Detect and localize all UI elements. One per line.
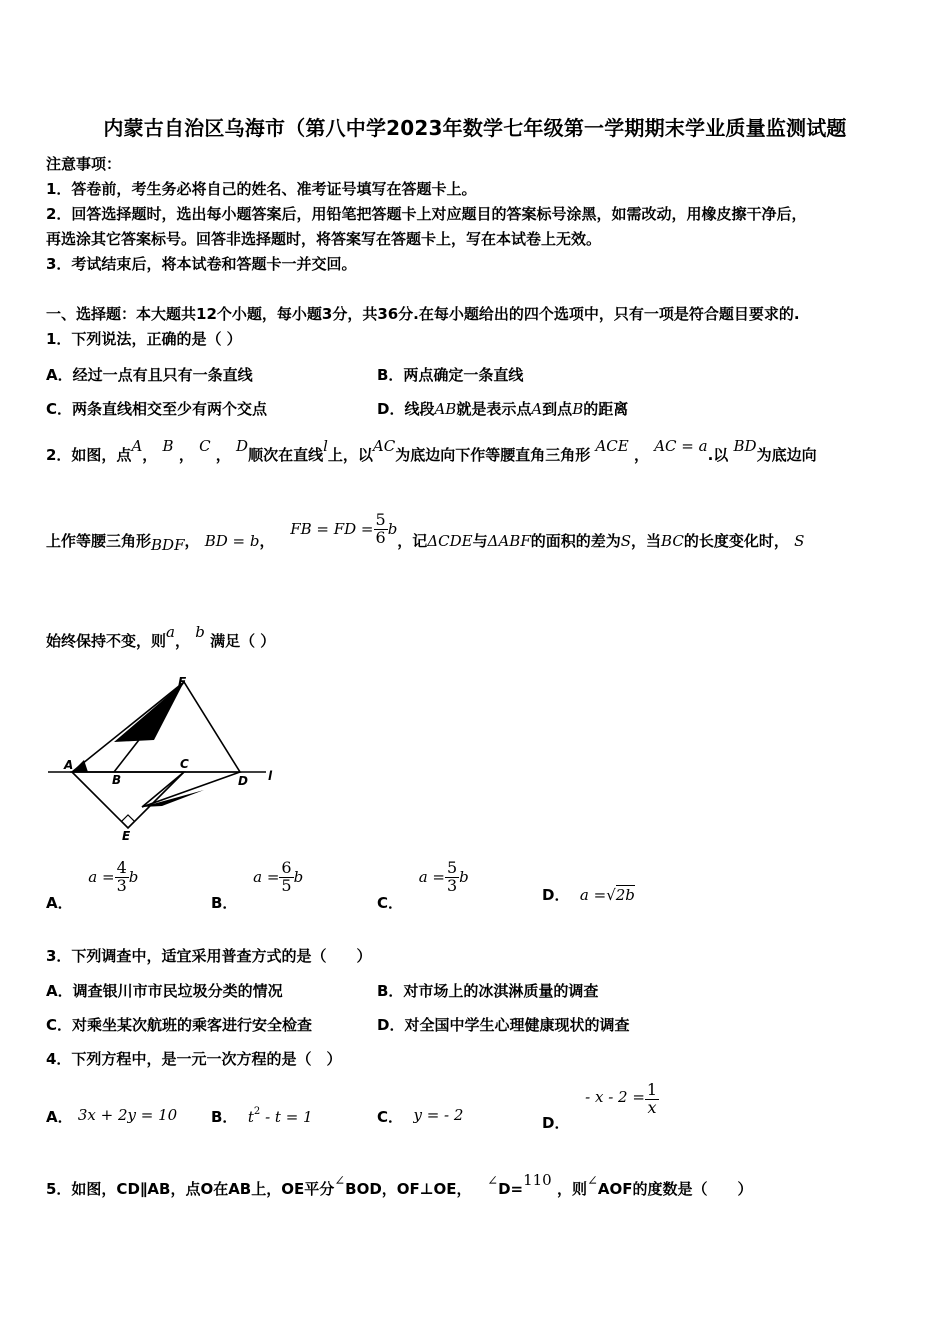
fig-label-f: F xyxy=(178,675,187,689)
q1-option-b: B．两点确定一条直线 xyxy=(377,366,524,384)
fig-label-c: C xyxy=(180,757,189,771)
q4-b-sup: 2 xyxy=(253,1106,261,1117)
notice-item-2: 2．回答选择题时，选出每小题答案后，用铅笔把答题卡上对应题目的答案标号涂黑，如需改动，用橡皮擦干净后， xyxy=(46,205,807,223)
q2-fraction xyxy=(374,512,388,547)
q1-d-ab: AB xyxy=(434,400,457,418)
q2-line-2 xyxy=(46,510,805,559)
q2-d-label: D． xyxy=(542,886,570,904)
q4-option-a xyxy=(46,1106,177,1127)
q3-option-b: B．对市场上的冰淇淋质量的调查 xyxy=(377,982,599,1000)
notice-heading: 注意事项： xyxy=(46,155,122,173)
q2-sep: ， xyxy=(142,446,158,464)
fig-label-a: A xyxy=(64,758,74,772)
q5-text: D= xyxy=(498,1180,524,1198)
q5-text: 5．如图，CD∥AB，点O在AB上，OE平分 xyxy=(46,1180,335,1198)
q4-option-d xyxy=(542,1080,659,1132)
q2-point-b: B xyxy=(162,437,174,455)
q2-b: b xyxy=(195,623,205,641)
angle-icon: ∠ xyxy=(334,1174,346,1189)
q2-b-num: 6 xyxy=(281,858,292,877)
q2-sep: ， xyxy=(184,531,200,550)
angle-icon: ∠ xyxy=(487,1174,499,1189)
q2-s: S xyxy=(620,531,632,550)
notice-item-1: 1．答卷前，考生务必将自己的姓名、准考证号填写在答题卡上。 xyxy=(46,180,477,198)
q4-c-label: C． xyxy=(377,1108,404,1126)
q2-a-num: 4 xyxy=(116,858,127,877)
q2-figure xyxy=(44,672,284,844)
q4-b-t: t xyxy=(247,1108,254,1126)
q2-bd-eq: BD = b xyxy=(204,531,260,550)
q1-option-a: A．经过一点有且只有一条直线 xyxy=(46,366,253,384)
q4-d-num: 1 xyxy=(646,1080,658,1099)
q2-c-num: 5 xyxy=(446,858,458,877)
q2-text: 上作等腰三角形 xyxy=(46,531,152,550)
q2-d-rad: 2b xyxy=(615,886,635,904)
q2-sep: ， xyxy=(178,446,194,464)
q2-text: 始终保持不变，则 xyxy=(46,632,167,650)
q4-c-eq: y = - 2 xyxy=(413,1106,464,1124)
q2-point-d: D xyxy=(236,437,249,455)
q1-d-post: 的距离 xyxy=(583,400,629,418)
q3-option-d: D．对全国中学生心理健康现状的调查 xyxy=(377,1016,630,1034)
q2-frac-den: 6 xyxy=(375,527,386,547)
q2-s: S xyxy=(794,531,805,550)
q2-text: 的面积的差为 xyxy=(530,531,621,550)
q2-text: 的长度变化时， xyxy=(683,531,789,550)
q2-ac-eq: AC = a xyxy=(654,437,708,455)
q5-angle-value: 110 xyxy=(523,1171,552,1189)
q2-text: 为底边向 xyxy=(756,446,817,464)
q5-stem xyxy=(46,1171,753,1199)
q2-a-pre: a = xyxy=(88,867,115,886)
q2-text: 顺次在直线 xyxy=(248,446,324,464)
q1-d-a: A xyxy=(531,400,543,418)
q2-text: ，当 xyxy=(631,531,662,550)
q2-a-den: 3 xyxy=(116,875,127,895)
q2-text: .以 xyxy=(707,446,729,464)
q2-c-pre: a = xyxy=(418,867,445,886)
q4-a-label: A． xyxy=(46,1108,73,1126)
q2-b-frac xyxy=(279,860,293,895)
q2-point-a: A xyxy=(131,437,143,455)
q1-option-d xyxy=(377,398,628,419)
q1-d-pre: D．线段 xyxy=(377,400,435,418)
q2-fb-fd: FB = FD = xyxy=(290,519,374,538)
notice-item-2-cont: 再选涂其它答案标号。回答非选择题时，将答案写在答题卡上，写在本试卷上无效。 xyxy=(46,230,602,248)
q2-abf: ΔABF xyxy=(487,531,531,550)
q4-stem: 4．下列方程中，是一元一次方程的是（ ） xyxy=(46,1050,342,1068)
q4-d-frac xyxy=(645,1082,659,1117)
q5-text: ，则 xyxy=(556,1180,587,1198)
q2-c-den: 3 xyxy=(446,875,458,895)
q2-d-pre: a = xyxy=(579,886,607,904)
q2-a-frac xyxy=(115,860,129,895)
q2-line-3 xyxy=(46,623,276,651)
q4-d-den: x xyxy=(647,1097,657,1117)
q1-option-c: C．两条直线相交至少有两个交点 xyxy=(46,400,268,418)
q4-b-rest: - t = 1 xyxy=(260,1108,313,1126)
q2-line-l: l xyxy=(323,437,328,455)
q2-sep: ， xyxy=(215,446,231,464)
q2-b-label: B． xyxy=(211,893,238,912)
q2-a-b: b xyxy=(128,867,139,886)
q4-option-c xyxy=(377,1106,463,1127)
page-title: 内蒙古自治区乌海市（第八中学2023年数学七年级第一学期期末学业质量监测试题 xyxy=(103,116,847,140)
q2-text: 与 xyxy=(472,531,488,550)
q2-a-label: A． xyxy=(46,893,73,912)
q2-sep: ， xyxy=(174,632,190,650)
q3-option-c: C．对乘坐某次航班的乘客进行安全检查 xyxy=(46,1016,313,1034)
q1-stem: 1．下列说法，正确的是（ ） xyxy=(46,330,242,348)
fig-label-l: l xyxy=(268,769,273,783)
fig-label-d: D xyxy=(238,774,248,788)
q2-text: 满足（ ） xyxy=(210,632,276,650)
q2-option-b xyxy=(211,858,304,912)
q5-text: AOF的度数是（ ） xyxy=(597,1180,753,1198)
q2-option-a xyxy=(46,858,139,912)
q4-b-label: B． xyxy=(211,1108,238,1126)
fig-label-e: E xyxy=(122,829,131,843)
q2-c-label: C． xyxy=(377,893,404,912)
notice-item-3: 3．考试结束后，将本试卷和答题卡一并交回。 xyxy=(46,255,357,273)
q3-option-a: A．调查银川市市民垃圾分类的情况 xyxy=(46,982,283,1000)
sqrt-icon: √ xyxy=(606,886,616,904)
q1-d-mid2: 到点 xyxy=(542,400,573,418)
q2-text: ，记 xyxy=(397,531,428,550)
q2-line-1 xyxy=(46,437,817,465)
q4-d-pre: - x - 2 = xyxy=(585,1087,645,1106)
section-heading: 一、选择题：本大题共12个小题，每小题3分，共36分.在每小题给出的四个选项中，只有一项是符合题目要求的. xyxy=(46,305,800,323)
q4-option-b xyxy=(211,1106,313,1127)
q3-stem: 3．下列调查中，适宜采用普查方式的是（ ） xyxy=(46,947,372,965)
q5-text: BOD，OF⊥OE， xyxy=(345,1180,472,1198)
q4-d-label: D． xyxy=(542,1113,570,1132)
q2-text: 为底边向下作等腰直角三角形 xyxy=(395,446,591,464)
q2-b: b xyxy=(387,519,398,538)
q2-a: a xyxy=(166,623,175,641)
q2-c-b: b xyxy=(459,867,469,886)
q2-point-c: C xyxy=(199,437,211,455)
q2-ace: ACE xyxy=(595,437,629,455)
q2-b-pre: a = xyxy=(253,867,280,886)
q2-bc: BC xyxy=(661,531,684,550)
q2-bdf: BDF xyxy=(151,535,185,554)
fig-label-b: B xyxy=(112,773,122,787)
q2-sep: ， xyxy=(259,531,275,550)
q2-option-d xyxy=(542,884,635,905)
q2-ac: AC xyxy=(372,437,396,455)
q2-text: 上，以 xyxy=(327,446,373,464)
q2-frac-num: 5 xyxy=(375,510,386,529)
q2-sep: ， xyxy=(633,446,649,464)
q2-b-b: b xyxy=(293,867,304,886)
q2-b-den: 5 xyxy=(281,875,292,895)
q2-cde: ΔCDE xyxy=(427,531,473,550)
q1-d-b: B xyxy=(572,400,584,418)
q2-text: 2．如图，点 xyxy=(46,446,132,464)
q2-bd: BD xyxy=(733,437,757,455)
q1-d-mid: 就是表示点 xyxy=(456,400,532,418)
q2-option-c xyxy=(377,858,469,912)
angle-icon: ∠ xyxy=(586,1174,598,1189)
q4-a-eq: 3x + 2y = 10 xyxy=(77,1106,178,1124)
q2-c-frac xyxy=(445,860,459,895)
